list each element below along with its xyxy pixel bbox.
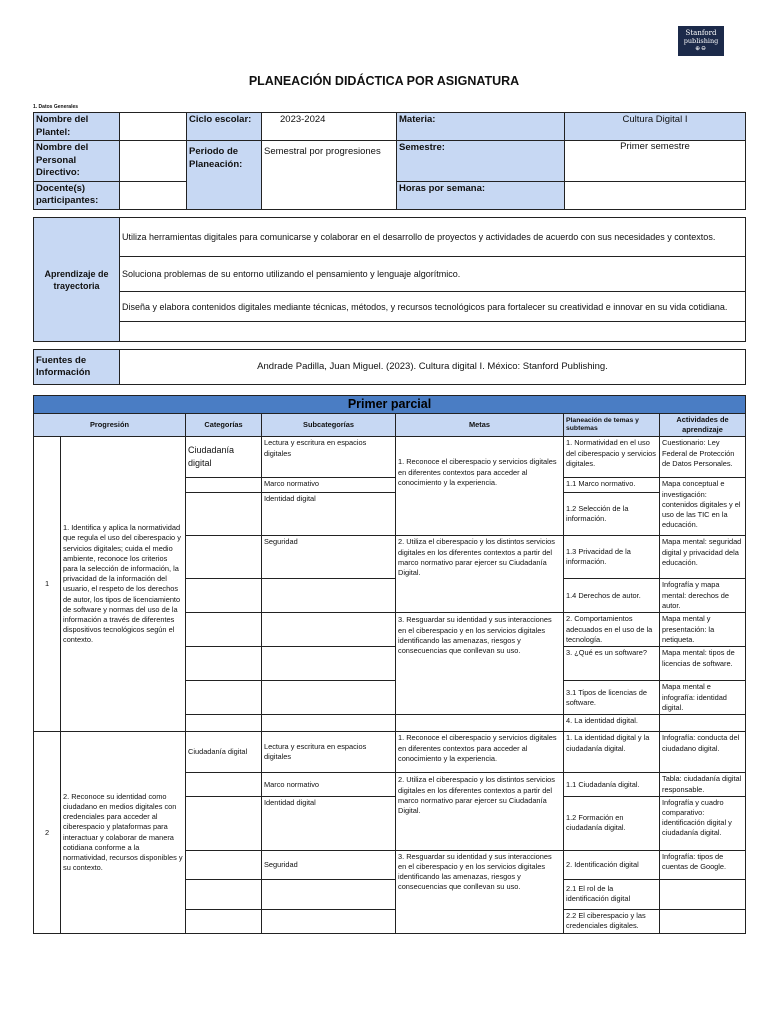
actividad-cell: Infografía: tipos de cuentas de Google. <box>660 850 746 879</box>
actividad-cell: Mapa conceptual e investigación: contenidos digitales y el uso de las TIC en la educación. <box>660 478 746 536</box>
tema-cell: 1.4 Derechos de autor. <box>564 579 660 613</box>
subcategoria-cell: Marco normativo <box>262 478 396 493</box>
fuentes-table <box>33 349 746 385</box>
subcategoria-cell: Lectura y escritura en espacios digitales <box>262 732 396 773</box>
categoria-cell <box>186 909 262 933</box>
categoria-cell <box>186 647 262 681</box>
subcategoria-cell <box>262 879 396 909</box>
meta-cell: 2. Utiliza el ciberespacio y los distintos servicios digitales en los diferentes contextos a partir del marco normativo parar ejercer su Ciudadanía Digital. <box>396 773 564 850</box>
logo-line-2: publishing <box>683 37 719 45</box>
semestre-label: Semestre: <box>397 141 565 182</box>
meta-cell <box>396 715 564 732</box>
subcategoria-cell: Seguridad <box>262 850 396 879</box>
publisher-logo <box>678 26 724 56</box>
aprendizaje-item: Diseña y elabora contenidos digitales mediante técnicas, métodos, y recursos tecnológicos para fortalecer su creatividad e innovar en su vida cotidiana. <box>120 292 746 322</box>
tema-cell: 2.2 El ciberespacio y las credenciales digitales. <box>564 909 660 933</box>
actividad-cell <box>660 879 746 909</box>
semestre-value: Primer semestre <box>565 141 746 182</box>
categoria-cell <box>186 715 262 732</box>
fuentes-label: Fuentes de Información <box>34 350 120 385</box>
aprendizaje-item: Soluciona problemas de su entorno utilizando el pensamiento y lenguaje algorítmico. <box>120 257 746 292</box>
categoria-cell <box>186 579 262 613</box>
subcategoria-cell: Identidad digital <box>262 796 396 850</box>
parcial-table <box>33 395 746 934</box>
tema-cell: 1.2 Formación en ciudadanía digital. <box>564 796 660 850</box>
progresion-text: 1. Identifica y aplica la normatividad que regula el uso del ciberespacio y servicios digitales; cuida el medio ambiente, reconoce los criterios para la selección de información, la privacidad de la información del usuario, el respeto de los derechos de autor, los tipos de licenciamiento de software y normas del uso de la información a través de diferentes dispositivos tecnológicos según el contexto. <box>61 437 186 732</box>
general-data-table <box>33 112 746 210</box>
periodo-value: Semestral por progresiones <box>262 141 397 210</box>
subcategoria-cell: Identidad digital <box>262 493 396 536</box>
categoria-cell <box>186 478 262 493</box>
periodo-label: Periodo de Planeación: <box>187 141 262 210</box>
aprendizaje-item: Utiliza herramientas digitales para comunicarse y colaborar en el desarrollo de proyectos y actividades de acuerdo con sus necesidades y contextos. <box>120 218 746 257</box>
categoria-cell <box>186 536 262 579</box>
horas-label: Horas por semana: <box>397 181 565 209</box>
categoria-cell <box>186 773 262 796</box>
tema-cell: 1.1 Ciudadanía digital. <box>564 773 660 796</box>
categoria-cell <box>186 681 262 715</box>
actividad-cell: Infografía: conducta del ciudadano digital. <box>660 732 746 773</box>
horas-value[interactable] <box>565 181 746 209</box>
actividad-cell <box>660 715 746 732</box>
actividad-cell: Mapa mental: seguridad digital y privacidad dela educación. <box>660 536 746 579</box>
aprendizaje-empty <box>120 322 746 342</box>
materia-label: Materia: <box>397 113 565 141</box>
docentes-label: Docente(s) participantes: <box>34 181 120 209</box>
subcategoria-cell: Lectura y escritura en espacios digitales <box>262 437 396 478</box>
progresion-number: 2 <box>34 732 61 933</box>
subcategoria-cell: Marco normativo <box>262 773 396 796</box>
tema-cell: 4. La identidad digital. <box>564 715 660 732</box>
header-actividades: Actividades de aprendizaje <box>660 414 746 437</box>
actividad-cell <box>660 909 746 933</box>
tema-cell: 1.3 Privacidad de la información. <box>564 536 660 579</box>
fuentes-value: Andrade Padilla, Juan Miguel. (2023). Cultura digital I. México: Stanford Publishing. <box>120 350 746 385</box>
tema-cell: 3. ¿Qué es un software? <box>564 647 660 681</box>
progresion-number: 1 <box>34 437 61 732</box>
header-metas: Metas <box>396 414 564 437</box>
meta-cell: 2. Utiliza el ciberespacio y los distintos servicios digitales en los diferentes contextos a partir del marco normativo parar ejercer su Ciudadanía Digital. <box>396 536 564 613</box>
meta-cell: 1. Reconoce el ciberespacio y servicios digitales en diferentes contextos para acceder al conocimiento y la experiencia. <box>396 437 564 536</box>
header-categorias: Categorías <box>186 414 262 437</box>
actividad-cell: Cuestionario: Ley Federal de Protección de Datos Personales. <box>660 437 746 478</box>
categoria-cell <box>186 796 262 850</box>
meta-cell: 1. Reconoce el ciberespacio y servicios digitales en diferentes contextos para acceder al conocimiento y la experiencia. <box>396 732 564 773</box>
meta-cell: 3. Resguardar su identidad y sus interacciones en el ciberespacio y en los servicios digitales identificando las amenazas, riesgos y consecuencias que conllevan su uso. <box>396 850 564 933</box>
parcial-title: Primer parcial <box>34 396 746 414</box>
tema-cell: 1.2 Selección de la información. <box>564 493 660 536</box>
nombre-plantel-value[interactable] <box>120 113 187 141</box>
aprendizaje-table <box>33 217 746 342</box>
actividad-cell: Mapa mental e infografía: identidad digital. <box>660 681 746 715</box>
categoria-cell: Ciudadanía digital <box>186 437 262 478</box>
categoria-cell <box>186 850 262 879</box>
actividad-cell: Infografía y mapa mental: derechos de autor. <box>660 579 746 613</box>
actividad-cell: Mapa mental: tipos de licencias de software. <box>660 647 746 681</box>
progresion-text: 2. Reconoce su identidad como ciudadano en medios digitales con credenciales para acceder al ciberespacio y plataformas para interactuar y colaborar de manera cotidiana conforme a la normatividad, recursos disponibles y su contexto. <box>61 732 186 933</box>
actividad-cell: Mapa mental y presentación: la netiqueta. <box>660 613 746 647</box>
header-subcategorias: Subcategorías <box>262 414 396 437</box>
tema-cell: 2. Comportamientos adecuados en el uso de la tecnología. <box>564 613 660 647</box>
nombre-plantel-label: Nombre del Plantel: <box>34 113 120 141</box>
tema-cell: 3.1 Tipos de licencias de software. <box>564 681 660 715</box>
subcategoria-cell: Seguridad <box>262 536 396 579</box>
tema-cell: 2.1 El rol de la identificación digital <box>564 879 660 909</box>
meta-cell: 3. Resguardar su identidad y sus interacciones en el ciberespacio y en los servicios digitales identificando las amenazas, riesgos y consecuencias que conllevan su uso. <box>396 613 564 715</box>
tema-cell: 1. La identidad digital y la ciudadanía digital. <box>564 732 660 773</box>
header-planeacion: Planeación de temas y subtemas <box>564 414 660 437</box>
docentes-value[interactable] <box>120 181 187 209</box>
logo-line-3: ⊕⊖ <box>694 45 708 52</box>
document-title: PLANEACIÓN DIDÁCTICA POR ASIGNATURA <box>248 74 520 88</box>
subcategoria-cell <box>262 579 396 613</box>
logo-line-1: Stanford <box>685 29 717 37</box>
subcategoria-cell <box>262 613 396 647</box>
header-progresion: Progresión <box>34 414 186 437</box>
categoria-cell <box>186 493 262 536</box>
tema-cell: 2. Identificación digital <box>564 850 660 879</box>
subcategoria-cell <box>262 715 396 732</box>
section-label: 1. Datos Generales <box>33 104 79 110</box>
materia-value: Cultura Digital I <box>565 113 746 141</box>
subcategoria-cell <box>262 647 396 681</box>
tema-cell: 1.1 Marco normativo. <box>564 478 660 493</box>
nombre-directivo-label: Nombre del Personal Directivo: <box>34 141 120 182</box>
actividad-cell: Infografía y cuadro comparativo: identificación digital y ciudadanía digital. <box>660 796 746 850</box>
ciclo-label: Ciclo escolar: <box>187 113 262 141</box>
tema-cell: 1. Normatividad en el uso del ciberespacio y servicios digitales. <box>564 437 660 478</box>
categoria-cell <box>186 879 262 909</box>
categoria-cell: Ciudadanía digital <box>186 732 262 773</box>
nombre-directivo-value[interactable] <box>120 141 187 182</box>
aprendizaje-label: Aprendizaje de trayectoria <box>34 218 120 342</box>
subcategoria-cell <box>262 909 396 933</box>
subcategoria-cell <box>262 681 396 715</box>
ciclo-value: 2023-2024 <box>262 113 397 141</box>
categoria-cell <box>186 613 262 647</box>
actividad-cell: Tabla: ciudadanía digital responsable. <box>660 773 746 796</box>
